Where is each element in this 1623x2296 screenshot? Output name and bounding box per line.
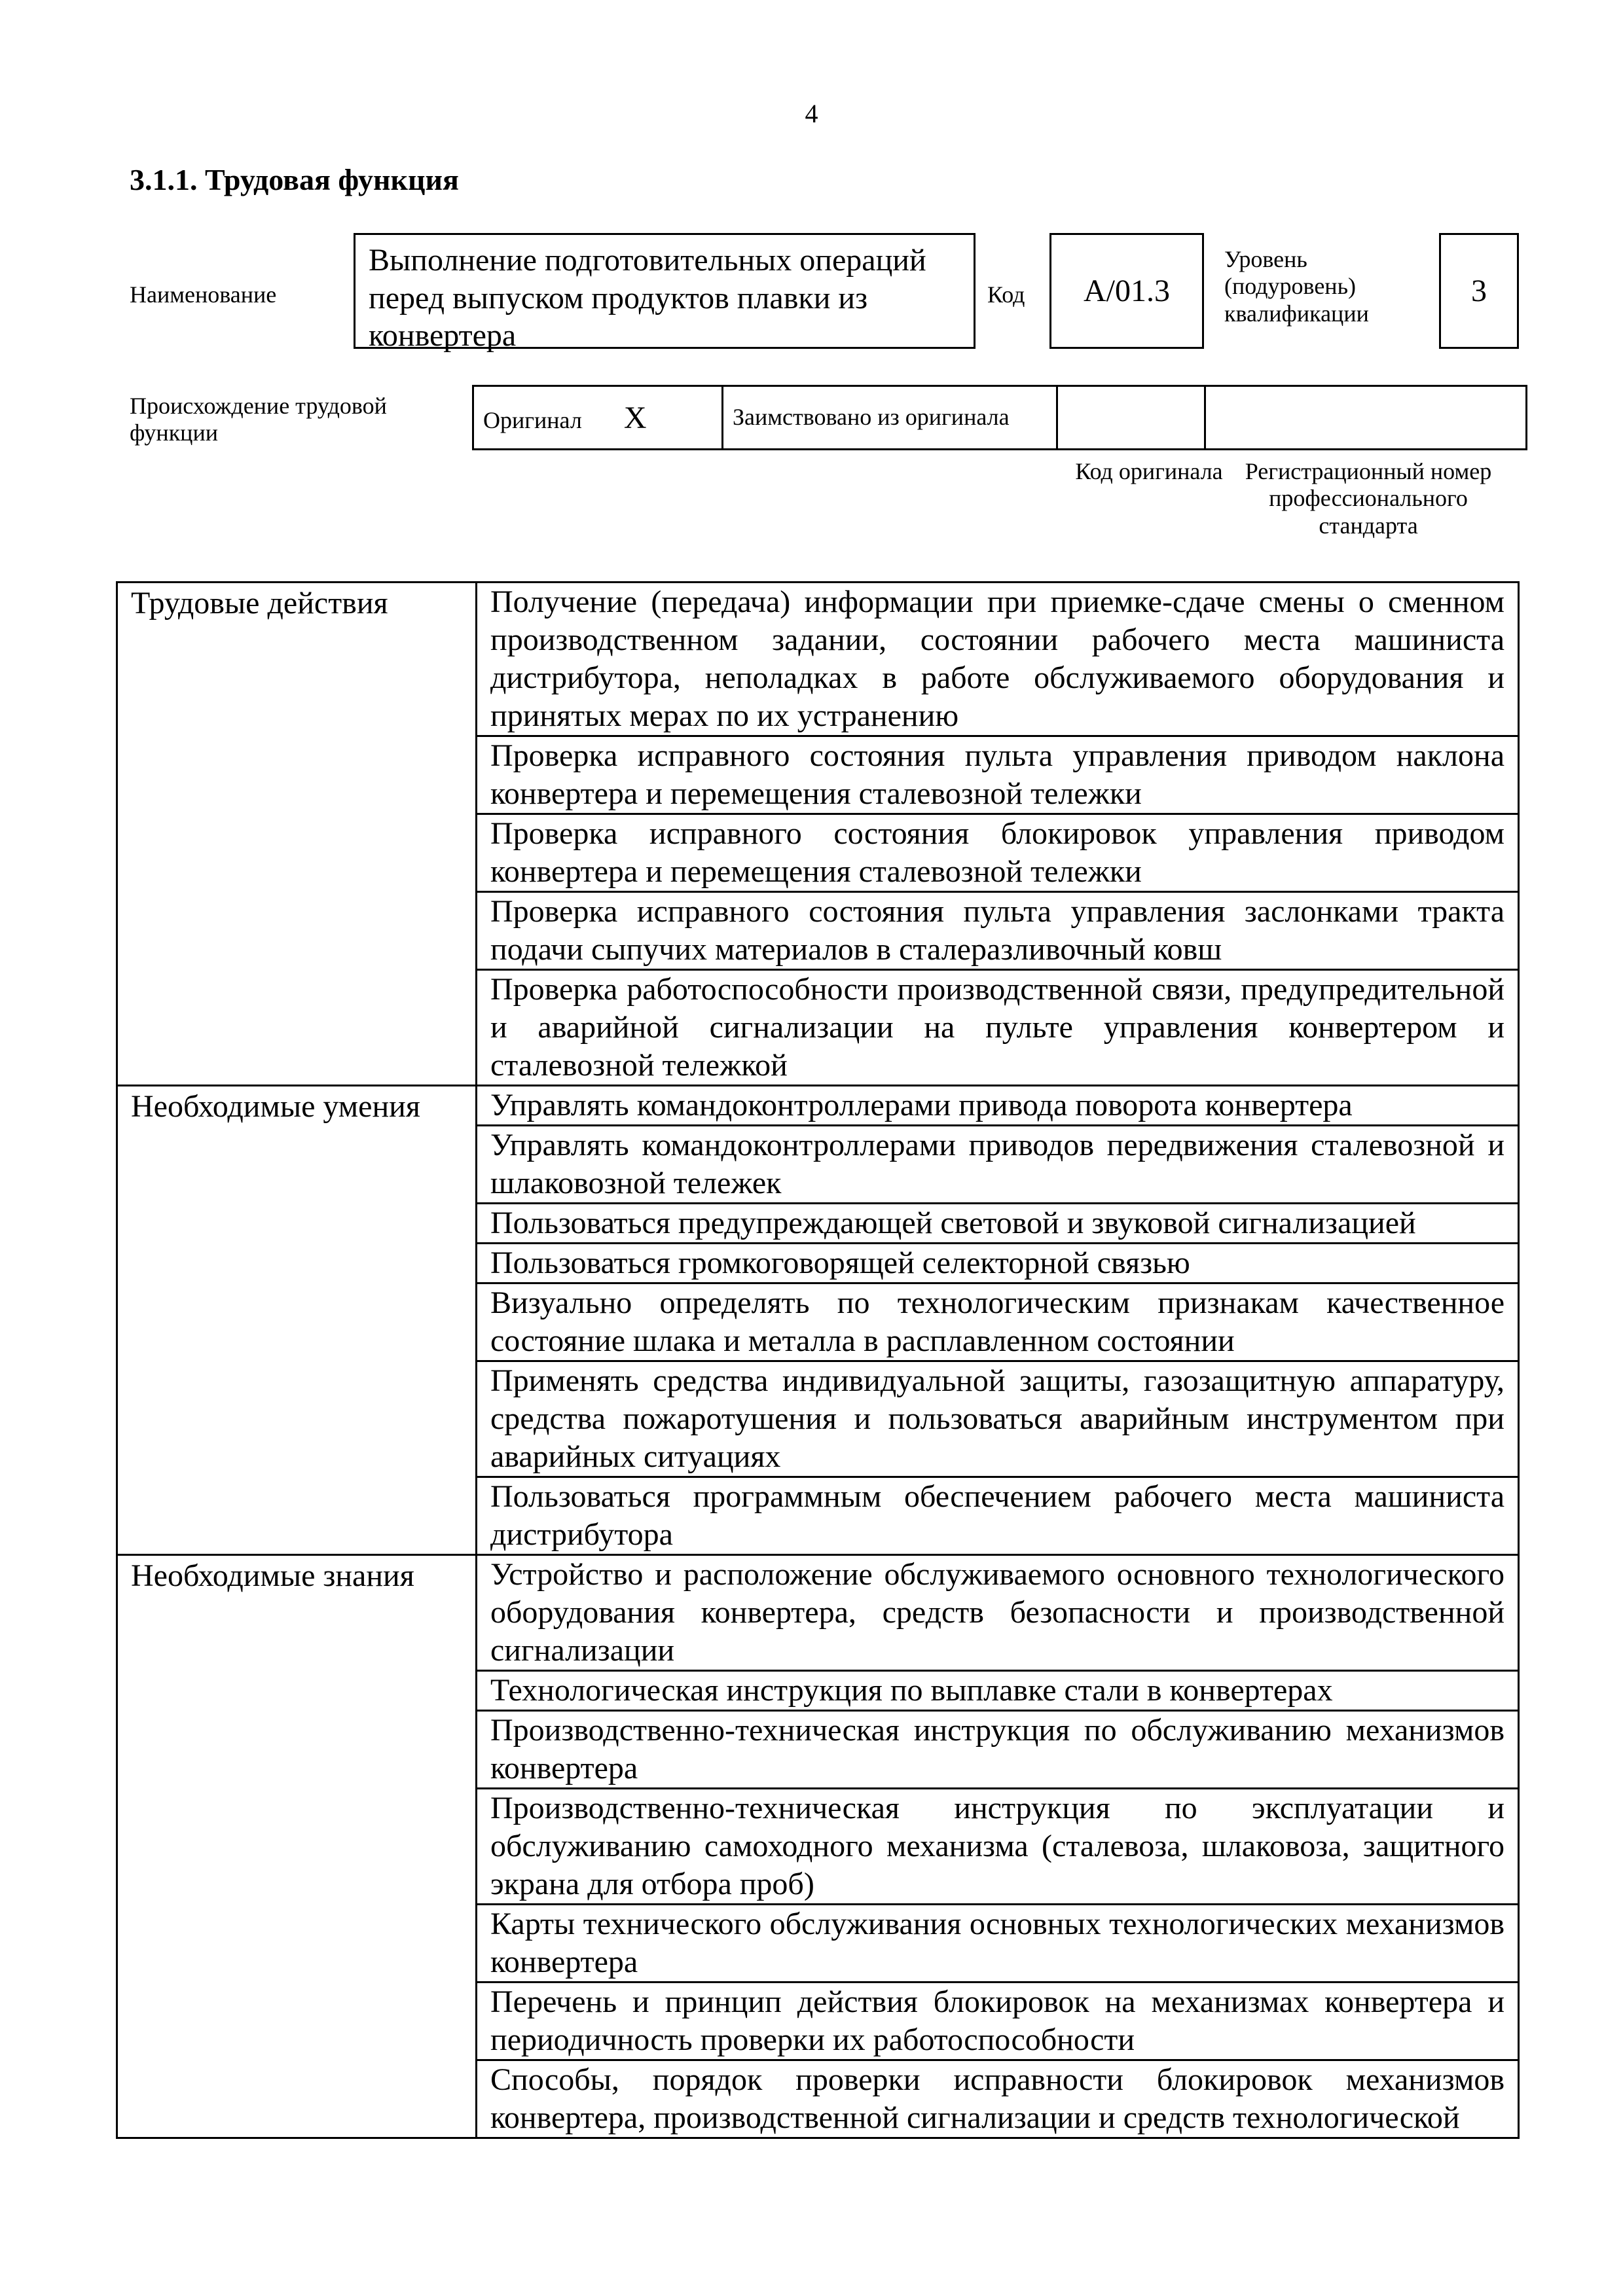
table-cell: Перечень и принцип действия блокировок на механизмах конвертера и периодичность проверки их работоспособности: [477, 1982, 1519, 2060]
section-title-labor-actions: Трудовые действия: [117, 583, 477, 1086]
table-cell: Технологическая инструкция по выплавке стали в конвертерах: [477, 1671, 1519, 1711]
table-cell: Получение (передача) информации при приемке-сдаче смены о сменном производственном задании, состоянии рабочего места машиниста дистрибутора, неполадках в работе обслуживаемого оборудования и принятых мерах по их устранению: [477, 583, 1519, 736]
table-cell: Пользоваться программным обеспечением рабочего места машиниста дистрибутора: [477, 1477, 1519, 1555]
origin-label: Происхождение трудовой функции: [130, 393, 387, 446]
table-cell: Пользоваться предупреждающей световой и звуковой сигнализацией: [477, 1204, 1519, 1244]
code-value: A/01.3: [1049, 233, 1204, 349]
section-title-skills: Необходимые умения: [117, 1086, 477, 1555]
name-value: Выполнение подготовительных операций перед выпуском продуктов плавки из конвертера: [354, 233, 976, 349]
borrowed-label: Заимствовано из оригинала: [723, 386, 1057, 450]
table-cell: Применять средства индивидуальной защиты, газозащитную аппаратуру, средства пожаротушения и пользоваться аварийным инструментом при аварийных ситуациях: [477, 1361, 1519, 1477]
table-cell: Управлять командоконтроллерами привода поворота конвертера: [477, 1086, 1519, 1126]
table-cell: Проверка исправного состояния блокировок управления приводом конвертера и перемещения сталевозной тележки: [477, 814, 1519, 892]
origin-table: [472, 385, 1527, 450]
table-cell: Визуально определять по технологическим признакам качественное состояние шлака и металла в расплавленном состоянии: [477, 1283, 1519, 1361]
table-cell: Проверка исправного состояния пульта управления приводом наклона конвертера и перемещения сталевозной тележки: [477, 736, 1519, 814]
code-label: Код: [987, 281, 1025, 308]
page-number: 4: [805, 99, 818, 128]
table-cell: Производственно-техническая инструкция по обслуживанию механизмов конвертера: [477, 1711, 1519, 1789]
original-code-cell: [1057, 386, 1205, 450]
table-row: [117, 1086, 1519, 1126]
table-cell: Проверка исправного состояния пульта управления заслонками тракта подачи сыпучих материалов в сталеразливочный ковш: [477, 892, 1519, 970]
table-row: [117, 1555, 1519, 1671]
reg-number-caption: Регистрационный номер профессионального стандарта: [1245, 458, 1492, 539]
section-title: 3.1.1. Трудовая функция: [130, 163, 459, 196]
table-cell: Карты технического обслуживания основных технологических механизмов конвертера: [477, 1905, 1519, 1982]
competency-table: [116, 581, 1520, 2139]
table-cell: Пользоваться громкоговорящей селекторной связью: [477, 1244, 1519, 1283]
section-title-knowledge: Необходимые знания: [117, 1555, 477, 2138]
origin-original-cell: [473, 386, 723, 450]
name-label: Наименование: [130, 281, 277, 308]
table-cell: Проверка работоспособности производственной связи, предупредительной и аварийной сигнализации на пульте управления конвертером и сталевозной тележкой: [477, 970, 1519, 1086]
table-cell: Способы, порядок проверки исправности блокировок механизмов конвертера, производственной сигнализации и средств технологической: [477, 2060, 1519, 2138]
level-value: 3: [1439, 233, 1519, 349]
original-code-caption: Код оригинала: [1075, 458, 1223, 484]
table-cell: Производственно-техническая инструкция по эксплуатации и обслуживанию самоходного механизма (сталевоза, шлаковоза, защитного экрана для отбора проб): [477, 1789, 1519, 1905]
original-label: Оригинал: [483, 406, 582, 433]
table-row: [117, 583, 1519, 736]
level-label: Уровень (подуровень) квалификации: [1224, 246, 1369, 327]
table-cell: Устройство и расположение обслуживаемого основного технологического оборудования конвертера, средств безопасности и производственной сигнализации: [477, 1555, 1519, 1671]
table-cell: Управлять командоконтроллерами приводов передвижения сталевозной и шлаковозной тележек: [477, 1126, 1519, 1204]
original-mark: X: [623, 400, 647, 435]
reg-number-cell: [1205, 386, 1527, 450]
